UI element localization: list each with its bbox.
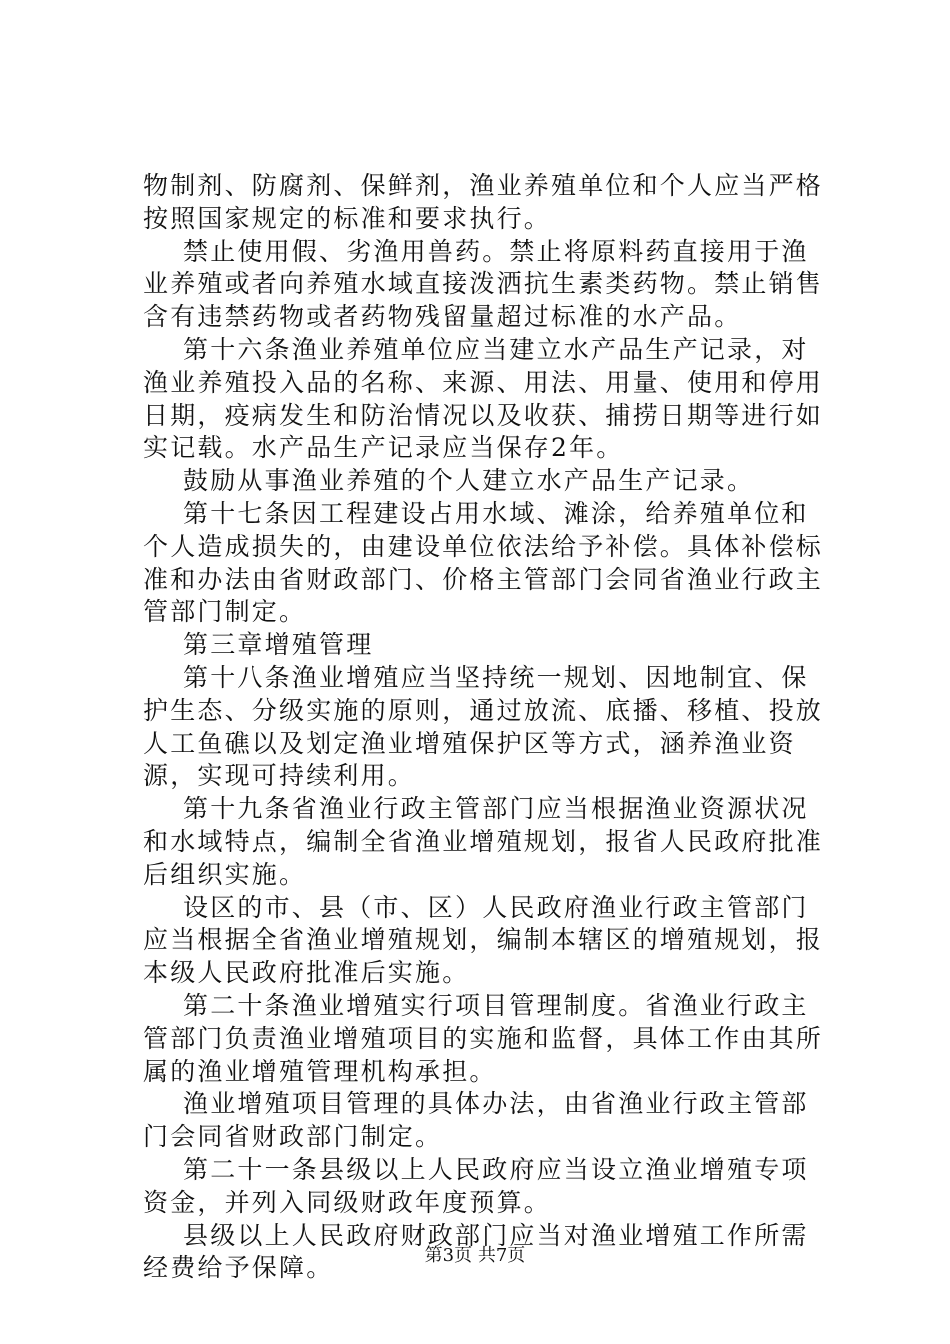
- paragraph: 第十九条省渔业行政主管部门应当根据渔业资源状况和水域特点，编制全省渔业增殖规划，报省人民政府批准后组织实施。: [143, 794, 824, 889]
- paragraph: 第十六条渔业养殖单位应当建立水产品生产记录，对渔业养殖投入品的名称、来源、用法、用量、使用和停用日期，疫病发生和防治情况以及收获、捕捞日期等进行如实记载。水产品生产记录应当保存2年。: [143, 334, 824, 463]
- chapter-heading: 第三章增殖管理: [183, 630, 374, 660]
- paragraph: 第二十一条县级以上人民政府应当设立渔业增殖专项资金，并列入同级财政年度预算。: [143, 1154, 809, 1217]
- paragraph: 渔业增殖项目管理的具体办法，由省渔业行政主管部门会同省财政部门制定。: [143, 1089, 809, 1152]
- paragraph: 物制剂、防腐剂、保鲜剂，渔业养殖单位和个人应当严格按照国家规定的标准和要求执行。: [143, 171, 824, 233]
- paragraph: 设区的市、县（市、区）人民政府渔业行政主管部门应当根据全省渔业增殖规划，编制本辖区的增殖规划，报本级人民政府批准后实施。: [143, 892, 824, 988]
- page-number-footer: 第3页 共7页: [424, 1245, 526, 1266]
- document-body: [143, 170, 833, 1285]
- paragraph: 禁止使用假、劣渔用兽药。禁止将原料药直接用于渔业养殖或者向养殖水域直接泼洒抗生素类药物。禁止销售含有违禁药物或者药物残留量超过标准的水产品。: [143, 236, 824, 332]
- paragraph: 第十七条因工程建设占用水域、滩涂，给养殖单位和个人造成损失的，由建设单位依法给予补偿。具体补偿标准和办法由省财政部门、价格主管部门会同省渔业行政主管部门制定。: [143, 498, 824, 627]
- paragraph: 鼓励从事渔业养殖的个人建立水产品生产记录。: [183, 466, 755, 496]
- paragraph: 第十八条渔业增殖应当坚持统一规划、因地制宜、保护生态、分级实施的原则，通过放流、底播、移植、投放人工鱼礁以及划定渔业增殖保护区等方式，涵养渔业资源，实现可持续利用。: [143, 662, 824, 791]
- paragraph: 第二十条渔业增殖实行项目管理制度。省渔业行政主管部门负责渔业增殖项目的实施和监督，具体工作由其所属的渔业增殖管理机构承担。: [143, 990, 824, 1086]
- paragraph: 县级以上人民政府财政部门应当对渔业增殖工作所需经费给予保障。: [143, 1220, 809, 1283]
